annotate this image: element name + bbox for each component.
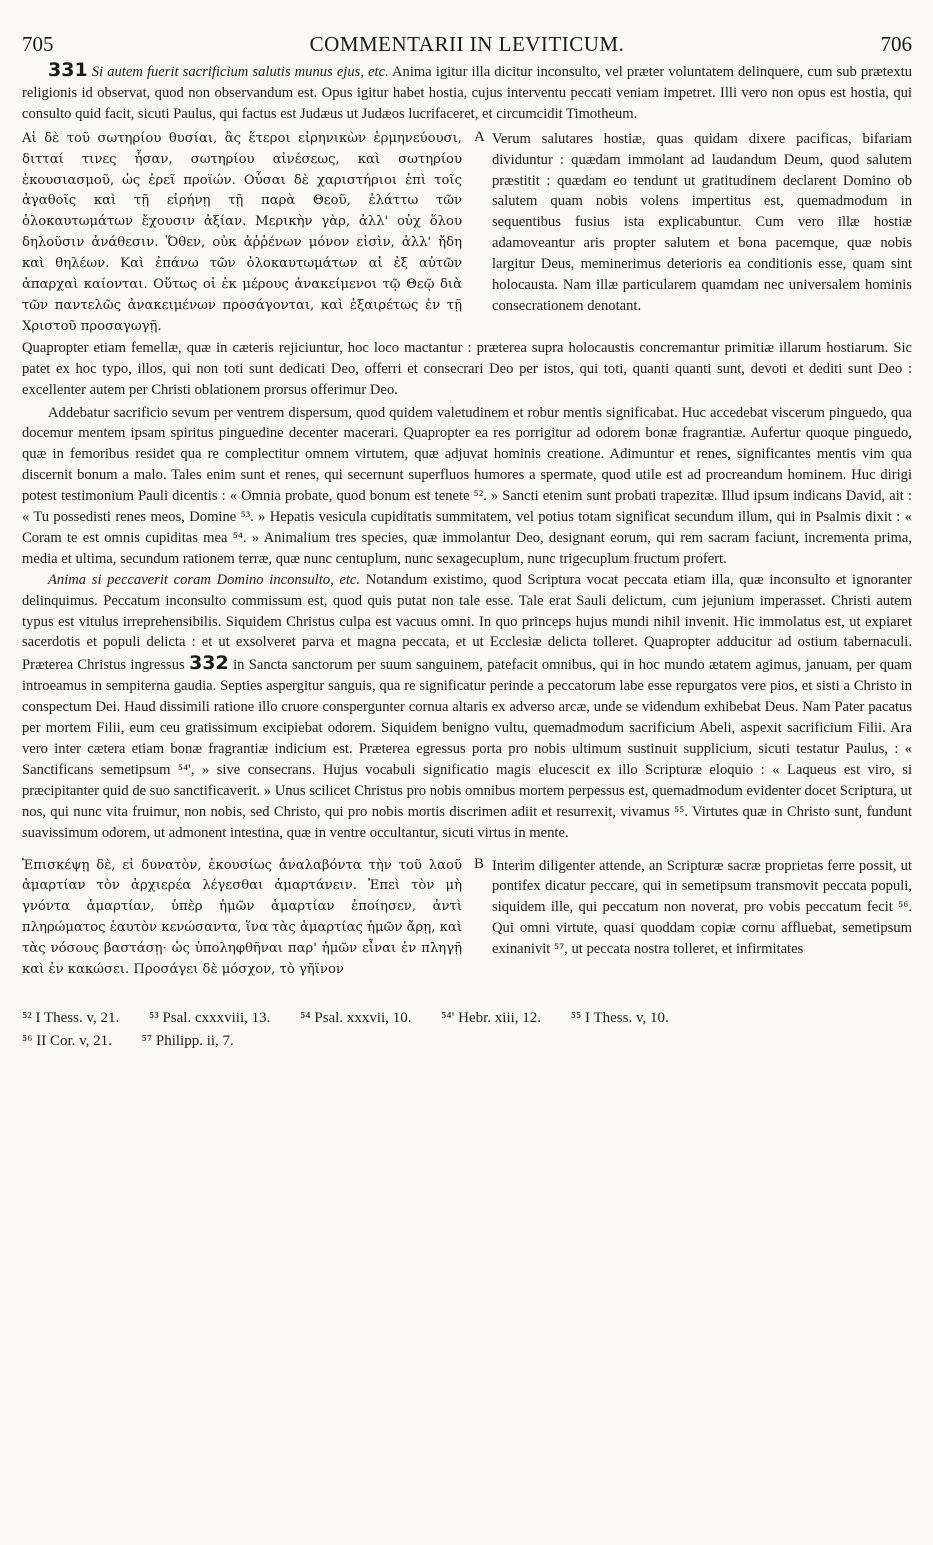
running-title: COMMENTARII IN LEVITICUM. (309, 32, 625, 56)
footnote-line (22, 1007, 912, 1030)
footnote-line (22, 1030, 912, 1053)
column-marker: B (474, 855, 485, 872)
running-header (22, 32, 912, 60)
body-paragraph: Addebatur sacrificio sevum per ventrem dispersum, quod quidem valetudinem et robur mentis significabat. Huc accedebat viscerum pinguedo, qua docemur mentem ipsam spiritus pinguedine decenter macerari. Quapropter ea res porrigitur ad odorem bonæ fragrantiæ. Aufertur quoque pinguedo, quæ in femoribus residet qua re complectitur omnem virtutem, quæ adjuvat hominis creatione. Adimuntur et renes, significantes mentis vim qua discernit bonum a malo. Tales enim sunt et renes, qui secernunt superfluos humores a spermate, quod utile est ad procreandum hominem. Huc dirigi potest testimonium Pauli dicentis : « Omnia probate, quod bonum est tenete ⁵². » Sancti etenim sunt probati trapezitæ. Illud ipsum indicans David, ait : « Tu possedisti renes meos, Domine ⁵³. » Hepatis vesicula cupiditatis summitatem, vel potius totam significat secundum illum, qui in Psalmis dixit : « Coram te est omnis cupiditas mea ⁵⁴. » Animalium tres species, quæ immolantur Deo, designant eorum, qui rem sacram faciunt, incrementa prima, media et ultima, secundum rationem terræ, quæ nunc centuplum, nunc sexagecuplum, nunc trigecuplum fructum profert. (22, 404, 912, 567)
footnotes (22, 1007, 912, 1053)
footnote: ⁵³ Psal. cxxxviii, 13. (148, 1009, 271, 1026)
parallel-columns-b (22, 856, 912, 981)
page-number-right: 706 (880, 32, 912, 56)
footnote: ⁵⁵ I Thess. v, 10. (570, 1009, 669, 1026)
parallel-columns-a (22, 129, 912, 338)
section-number: 331 (48, 59, 88, 81)
paragraph-text: Notandum existimo, quod Scriptura vocat peccata etiam illa, quæ inconsulto et ignoranter delinquimus. Peccatum inconsulto commissum est, quod quis putat non tale esse. Tale erat Sauli delictum, cum jejunium imperasset. Christi autem typus est vitulus irreprehensibilis. Siquidem Christus culpa est vacuus omni. In quo princeps hujus mundi nihil invenit. Hic immolatus est, ut expiaret sacerdotis et populi delicta : et ut exsolveret parva et magna peccata, et ut Ecclesiæ delicta tolleret. Quapropter adducitur ad ostium tabernaculi. Præterea Christus ingressus (22, 571, 913, 674)
latin-column: Verum salutares hostiæ, quas quidam dixere pacificas, bifariam dividuntur : quædam immolant ad laudandum Deum, quod salutem præstitit : quædam eo tendunt ut gratitudinem declarent Domino ob salutem quam nobis volens impertitus est, quemadmodum in sequentibus fusius ista explicabuntur. Cum vero illæ hostiæ adamoveantur aris propter salutem et bona pacemque, quæ nobis largitur Deus, meminerimus deterioris ea conditionis esse, quam sint holocausta. Nam illæ particularem quamdam nec universalem hominis consecrationem denotant. (492, 130, 912, 314)
latin-column: Interim diligenter attende, an Scripturæ sacræ proprietas ferre possit, ut pontifex dicatur peccare, qui in semetipsum transmovit peccata populi, siquidem ille, qui peccatum non noverat, pro vobis peccatum fecit ⁵⁶. Qui omni virtute, quasi quoddam copiæ cornu affluebat, semetipsum exinanivit ⁵⁷, ut peccata nostra tolleret, et infirmitates (492, 857, 912, 958)
section-number: 332 (189, 652, 229, 675)
page-number-left: 705 (22, 32, 54, 56)
column-marker: A (474, 128, 485, 145)
commentary-paragraph-332 (22, 570, 912, 844)
commentary-paragraph-331 (22, 60, 912, 125)
footnote: ⁵⁴' Hebr. xiii, 12. (441, 1009, 542, 1026)
footnote: ⁵⁶ II Cor. v, 21. (22, 1032, 112, 1049)
page (22, 32, 912, 1053)
lemma: Si autem fuerit sacrificium salutis munus ejus, etc. (91, 64, 389, 80)
footnote: ⁵⁴ Psal. xxxvii, 10. (300, 1009, 412, 1026)
greek-column: Αἱ δὲ τοῦ σωτηρίου θυσίαι, ἃς ἕτεροι εἰρηνικὼν ἑρμηνεύουσι, διτταί τινες ἦσαν, σωτηρίου αἰνέσεως, καὶ σωτηρίου ἑκουσιασμοῦ, ὡς ἐρεῖ προϊών. Οὖσαι δὲ χαριστήριοι ἐπὶ τοῖς ἀγαθοῖς καὶ τῇ εἰρήνῃ τῇ παρὰ Θεοῦ, ἐλάττω τῶν ὁλοκαυτωμάτων ἔχουσιν ἀξίαν. Μερικὴν γὰρ, ἀλλ' οὐχ ὅλου δηλοῦσιν ἀνάθεσιν. Ὅθεν, οὐκ ἀῤῥένων μόνον εἰσὶν, ἀλλ' ἤδη καὶ θηλέων. Καὶ ἐπάνω τῶν ὁλοκαυτωμάτων αἱ ἐξ αὐτῶν ἀπαρχαὶ καίονται. Οὕτως οἱ ἐκ μέρους ἀνακείμενοι τῷ Θεῷ διὰ τῶν παντελῶς ἀνακειμένων προσάγονται, καὶ ἐξαιρέτως ἐν τῇ Χριστοῦ προσαγωγῇ. (22, 130, 462, 334)
lemma: Anima si peccaverit coram Domino inconsulto, etc. (48, 571, 361, 588)
paragraph-text: in Sancta sanctorum per suum sanguinem, patefacit omnibus, qui in hoc mundo ætatem agimus, januam, per quam introeamus in sempiterna gaudia. Septies aspergitur sanguis, qua re significatur perinde a peccatorum labe esse repurgatos vere pios, et sisti a Christo in conspectum Dei. Haud dissimili ratione illo cruore conspergunter cornua altaris ex adverso arcæ, unde se videndum exhibebat Deus. Nam Pater pacatus per mortem Filii, eum ceu gratissimum excipiebat odorem. Siquidem benigno vultu, quemadmodum sacrificium Abeli, aspexit sacrificium Filii. Ara vero inter cætera etiam bonæ fragrantiæ indicium est. Præterea egressus porta pro nobis ultimum sustinuit supplicium, sicuti testatur Paulus, : « Sanctificans semetipsum ⁵⁴', » sive consecrans. Hujus vocabuli significatio magis elucescit ex illo Scripturæ eloquio : « Laqueus est viro, si præcipitanter quid de suo sanctificaverit. » Unus scilicet Christus pro nobis omnibus mortem perpessus est, quemadmodum evidenter docet Scriptura, ut nos, qui nunc vita fruimur, non nobis, sed Christo, qui pro nobis mortis discrimen adiit et resurrexit, vivamus ⁵⁵. Virtutes quæ in Christo sunt, fundunt suavissimum odorem, ut admonent intestina, quæ in ventre occultantur, sicuti virtus in mente. (22, 657, 912, 841)
continuation-paragraph: Quapropter etiam femellæ, quæ in cæteris rejiciuntur, hoc loco mactantur : præterea supra holocaustis concremantur primitiæ illarum hostiarum. Sic patet ex hoc typo, illos, qui non toti sunt dedicati Deo, offerri et consecrari Deo per istos, qui toti, quanti quanti sunt, devoti et dediti sunt Deo : excellenter autem per Christi oblationem prorsus offerimur Deo. (22, 339, 912, 398)
paragraph-text: Anima igitur illa dicitur inconsulto, vel præter voluntatem delinquere, cum sub prætextu religionis id observat, quod non observandum est. Opus igitur habet hostia, cujus interventu peccati veniam impetret. Illi vero non opus est hostia, qui consulto quid facit, sicuti Paulus, qui factus est Judæus ut Judæos lucrifaceret, et circumcidit Timotheum. (22, 64, 912, 122)
greek-column: Ἐπισκέψῃ δὲ, εἰ δυνατὸν, ἑκουσίως ἀναλαβόντα τὴν τοῦ λαοῦ ἁμαρτίαν τὸν ἀρχιερέα λέγεσθαι ἁμαρτάνειν. Ἐπεὶ τὸν μὴ γνόντα ἁμαρτίαν, ὑπὲρ ἡμῶν ἁμαρτίαν ἐποίησεν, ἀντὶ πληρώματος ἑαυτὸν κενώσαντα, ἵνα τὰς ἁμαρτίας ἡμῶν ἄρῃ, καὶ τὰς νόσους βαστάσῃ· ὡς ὑποληφθῆναι παρ' ἡμῶν εἶναι ἐν πληγῇ καὶ ἐν κακώσει. Προσάγει δὲ μόσχον, τὸ γῆϊνον (22, 857, 462, 978)
footnote: ⁵² I Thess. v, 21. (22, 1009, 120, 1026)
footnote: ⁵⁷ Philipp. ii, 7. (141, 1032, 234, 1049)
